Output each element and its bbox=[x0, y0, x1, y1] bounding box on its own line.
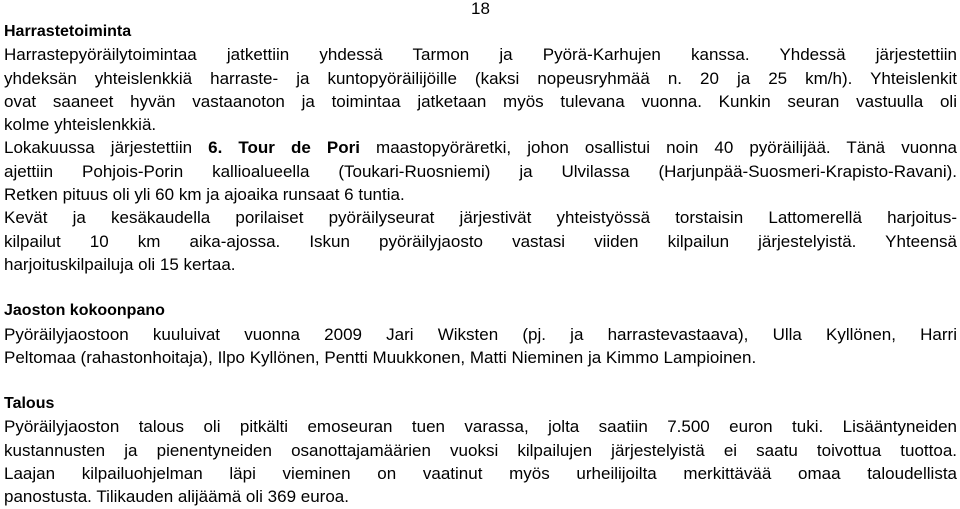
paragraph-line: ovat saaneet hyvän vastaanoton ja toimintaa jatketaan myös tulevana vuonna. Kunkin seuran vastuulla oli bbox=[4, 91, 957, 111]
paragraph-line: Retken pituus oli yli 60 km ja ajoaika runsaat 6 tuntia. bbox=[4, 185, 405, 205]
tour-line-post: maastopyöräretki, johon osallistui noin 40 pyöräilijää. Tänä vuonna bbox=[359, 138, 957, 158]
section-heading-jaoston-kokoonpano: Jaoston kokoonpano bbox=[4, 302, 165, 320]
paragraph-line: kolme yhteislenkkiä. bbox=[4, 115, 157, 135]
section-heading-harrastetoiminta: Harrastetoiminta bbox=[4, 23, 132, 40]
paragraph-line: Harrastepyöräilytoimintaa jatkettiin yhdessä Tarmon ja Pyörä-Karhujen kanssa. Yhdessä järjestettiin bbox=[4, 45, 957, 65]
paragraph-line: yhdeksän yhteislenkkiä harraste- ja kuntopyöräilijöille (kaksi nopeusryhmää n. 20 ja 25 km/h). Yhteislenkit bbox=[4, 68, 957, 88]
paragraph-line: ajettiin Pohjois-Porin kallioalueella (Toukari-Ruosniemi) ja Ulvilassa (Harjunpää-Suosmeri-Krapisto-Ravani). bbox=[4, 161, 957, 181]
page-number: 18 bbox=[471, 0, 490, 18]
paragraph-line: Pyöräilyjaoston talous oli pitkälti emoseuran tuen varassa, jolta saatiin 7.500 euron tuki. Lisääntyneiden bbox=[4, 417, 957, 437]
paragraph-line: kustannusten ja pienentyneiden osanottajamäärien vuoksi kilpailujen järjestelyistä ei saatu toivottua tuottoa. bbox=[4, 440, 957, 460]
paragraph-line: Peltomaa (rahastonhoitaja), Ilpo Kyllönen, Pentti Muukkonen, Matti Nieminen ja Kimmo Lampioinen. bbox=[4, 347, 757, 367]
tour-de-pori-bold: 6. Tour de Pori bbox=[208, 138, 360, 158]
paragraph-line: panostusta. Tilikauden alijäämä oli 369 euroa. bbox=[4, 487, 349, 507]
tour-line-pre: Lokakuussa järjestettiin bbox=[4, 138, 209, 158]
section-heading-talous: Talous bbox=[4, 395, 55, 413]
tour-de-pori-line bbox=[4, 136, 957, 159]
paragraph-line: Kevät ja kesäkaudella porilaiset pyöräilyseurat järjestivät yhteistyössä torstaisin Lattomerellä harjoitus- bbox=[4, 208, 957, 228]
paragraph-line: kilpailut 10 km aika-ajossa. Iskun pyöräilyjaosto vastasi viiden kilpailun järjestelyistä. Yhteensä bbox=[4, 231, 957, 251]
paragraph-line: Laajan kilpailuohjelman läpi vieminen on vaatinut myös urheilijoilta merkittävää omaa taloudellista bbox=[4, 464, 957, 484]
paragraph-line: harjoituskilpailuja oli 15 kertaa. bbox=[4, 254, 236, 274]
document-body bbox=[4, 20, 957, 509]
paragraph-line: Pyöräilyjaostoon kuuluivat vuonna 2009 Jari Wiksten (pj. ja harrastevastaava), Ulla Kyllönen, Harri bbox=[4, 324, 957, 344]
